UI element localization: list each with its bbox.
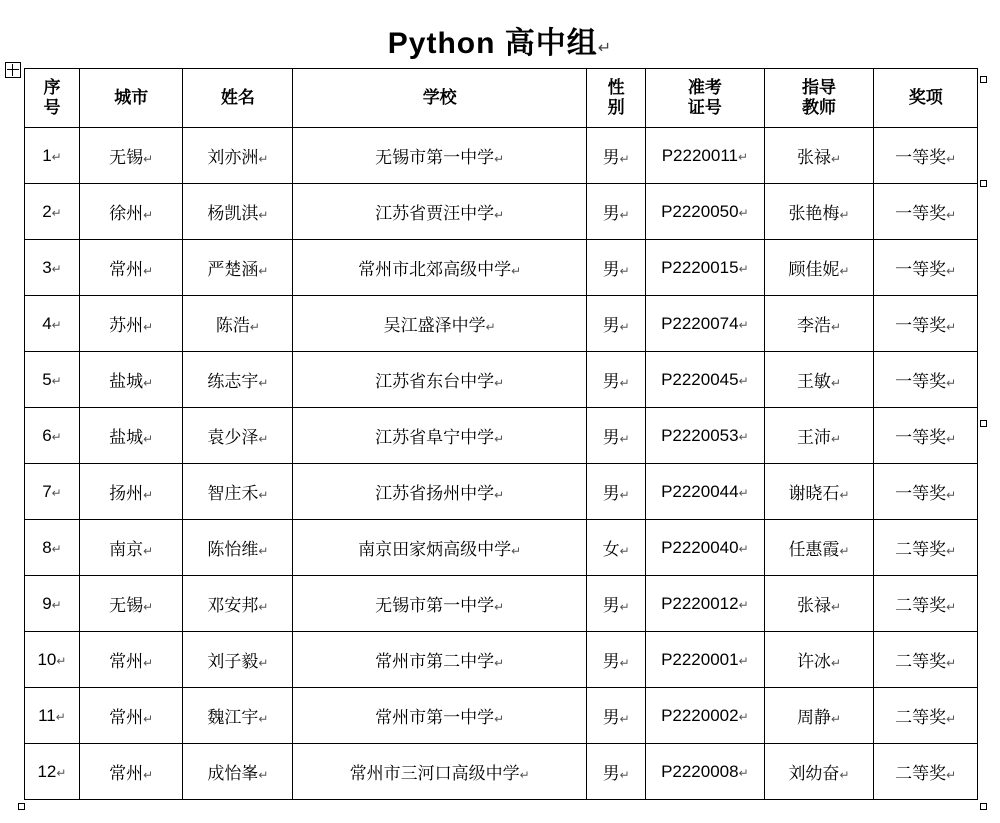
cell-teacher: 周静↵ bbox=[764, 688, 874, 744]
column-header-city: 城市 bbox=[79, 69, 183, 128]
cell-city: 常州↵ bbox=[79, 688, 183, 744]
cell-mark: ↵ bbox=[494, 152, 505, 166]
selection-handle-top-right[interactable] bbox=[980, 76, 987, 83]
column-header-teacher-line2: 教师 bbox=[801, 98, 836, 117]
column-header-gender-line1: 性 bbox=[607, 77, 625, 97]
table-row bbox=[25, 408, 978, 464]
cell-gender: 男↵ bbox=[587, 352, 646, 408]
cell-mark: ↵ bbox=[738, 261, 749, 276]
cell-mark: ↵ bbox=[619, 152, 630, 166]
cell-gender: 男↵ bbox=[587, 240, 646, 296]
cell-mark: ↵ bbox=[830, 656, 841, 670]
table-row bbox=[25, 184, 978, 240]
cell-mark: ↵ bbox=[258, 488, 269, 502]
cell-name: 邓安邦↵ bbox=[183, 576, 293, 632]
cell-index: 7↵ bbox=[25, 464, 80, 520]
cell-award: 一等奖↵ bbox=[874, 296, 978, 352]
cell-teacher: 王敏↵ bbox=[764, 352, 874, 408]
cell-school: 吴江盛泽中学↵ bbox=[293, 296, 587, 352]
cell-mark: ↵ bbox=[946, 488, 957, 502]
cell-mark: ↵ bbox=[946, 152, 957, 166]
column-header-school: 学校 bbox=[293, 69, 587, 128]
cell-index: 2↵ bbox=[25, 184, 80, 240]
selection-handle-bottom-right[interactable] bbox=[980, 803, 987, 810]
table-row bbox=[25, 464, 978, 520]
cell-index: 12↵ bbox=[25, 744, 80, 800]
cell-index: 3↵ bbox=[25, 240, 80, 296]
cell-teacher: 李浩↵ bbox=[764, 296, 874, 352]
cell-city: 扬州↵ bbox=[79, 464, 183, 520]
cell-city: 无锡↵ bbox=[79, 128, 183, 184]
column-header-index-line1: 序 bbox=[43, 77, 61, 97]
cell-teacher: 刘幼奋↵ bbox=[764, 744, 874, 800]
table-row bbox=[25, 128, 978, 184]
cell-gender: 男↵ bbox=[587, 576, 646, 632]
cell-mark: ↵ bbox=[619, 712, 630, 726]
cell-name: 魏江宇↵ bbox=[183, 688, 293, 744]
cell-mark: ↵ bbox=[51, 597, 62, 612]
cell-mark: ↵ bbox=[143, 768, 154, 782]
cell-gender: 男↵ bbox=[587, 128, 646, 184]
cell-teacher: 张艳梅↵ bbox=[764, 184, 874, 240]
cell-mark: ↵ bbox=[738, 429, 749, 444]
column-header-award: 奖项 bbox=[874, 69, 978, 128]
table-row bbox=[25, 744, 978, 800]
column-header-teacher bbox=[764, 69, 874, 128]
cell-name: 刘子毅↵ bbox=[183, 632, 293, 688]
cell-mark: ↵ bbox=[839, 544, 850, 558]
cell-mark: ↵ bbox=[143, 488, 154, 502]
cell-mark: ↵ bbox=[946, 768, 957, 782]
column-header-exam-no bbox=[646, 69, 764, 128]
cell-mark: ↵ bbox=[946, 264, 957, 278]
cell-name: 陈怡维↵ bbox=[183, 520, 293, 576]
cell-name: 刘亦洲↵ bbox=[183, 128, 293, 184]
cell-mark: ↵ bbox=[494, 600, 505, 614]
cell-mark: ↵ bbox=[946, 432, 957, 446]
cell-city: 常州↵ bbox=[79, 744, 183, 800]
cell-mark: ↵ bbox=[143, 208, 154, 222]
cell-mark: ↵ bbox=[619, 208, 630, 222]
cell-mark: ↵ bbox=[56, 653, 67, 668]
cell-mark: ↵ bbox=[258, 544, 269, 558]
cell-city: 苏州↵ bbox=[79, 296, 183, 352]
selection-handle-right-upper[interactable] bbox=[980, 180, 987, 187]
cell-mark: ↵ bbox=[55, 709, 66, 724]
column-header-gender-line2: 别 bbox=[607, 98, 625, 117]
cell-mark: ↵ bbox=[143, 656, 154, 670]
cell-mark: ↵ bbox=[51, 429, 62, 444]
cell-school: 江苏省贾汪中学↵ bbox=[293, 184, 587, 240]
table-row bbox=[25, 576, 978, 632]
cell-teacher: 任惠霞↵ bbox=[764, 520, 874, 576]
cell-school: 常州市北郊高级中学↵ bbox=[293, 240, 587, 296]
table-row bbox=[25, 688, 978, 744]
cell-exam-no: P2220002↵ bbox=[646, 688, 764, 744]
cell-gender: 男↵ bbox=[587, 296, 646, 352]
cell-mark: ↵ bbox=[839, 208, 850, 222]
table-row bbox=[25, 240, 978, 296]
cell-mark: ↵ bbox=[51, 205, 62, 220]
cell-school: 常州市第一中学↵ bbox=[293, 688, 587, 744]
cell-mark: ↵ bbox=[494, 712, 505, 726]
cell-award: 二等奖↵ bbox=[874, 688, 978, 744]
cell-exam-no: P2220045↵ bbox=[646, 352, 764, 408]
results-table-container bbox=[24, 68, 978, 800]
cell-teacher: 顾佳妮↵ bbox=[764, 240, 874, 296]
cell-mark: ↵ bbox=[619, 544, 630, 558]
cell-award: 二等奖↵ bbox=[874, 576, 978, 632]
table-row bbox=[25, 296, 978, 352]
cell-exam-no: P2220044↵ bbox=[646, 464, 764, 520]
cell-school: 常州市三河口高级中学↵ bbox=[293, 744, 587, 800]
cell-mark: ↵ bbox=[619, 656, 630, 670]
table-row bbox=[25, 352, 978, 408]
cell-mark: ↵ bbox=[738, 317, 749, 332]
selection-handle-bottom-left[interactable] bbox=[18, 803, 25, 810]
cell-mark: ↵ bbox=[839, 488, 850, 502]
cell-mark: ↵ bbox=[511, 544, 522, 558]
cell-mark: ↵ bbox=[258, 376, 269, 390]
cell-mark: ↵ bbox=[51, 317, 62, 332]
table-row bbox=[25, 520, 978, 576]
cell-mark: ↵ bbox=[738, 541, 749, 556]
cell-exam-no: P2220015↵ bbox=[646, 240, 764, 296]
cell-mark: ↵ bbox=[839, 768, 850, 782]
column-header-teacher-line1: 指导 bbox=[801, 77, 836, 97]
cell-teacher: 王沛↵ bbox=[764, 408, 874, 464]
cell-exam-no: P2220074↵ bbox=[646, 296, 764, 352]
cell-mark: ↵ bbox=[249, 320, 260, 334]
cell-name: 智庄禾↵ bbox=[183, 464, 293, 520]
cell-index: 5↵ bbox=[25, 352, 80, 408]
table-header-row bbox=[25, 69, 978, 128]
cell-mark: ↵ bbox=[619, 488, 630, 502]
column-header-index-line2: 号 bbox=[43, 98, 61, 117]
cell-index: 4↵ bbox=[25, 296, 80, 352]
cell-mark: ↵ bbox=[143, 600, 154, 614]
cell-index: 8↵ bbox=[25, 520, 80, 576]
cell-mark: ↵ bbox=[839, 264, 850, 278]
page-title bbox=[0, 0, 1000, 68]
cell-city: 徐州↵ bbox=[79, 184, 183, 240]
cell-mark: ↵ bbox=[485, 320, 496, 334]
paragraph-mark: ↵ bbox=[597, 40, 613, 57]
cell-mark: ↵ bbox=[51, 485, 62, 500]
cell-mark: ↵ bbox=[143, 152, 154, 166]
table-body bbox=[25, 128, 978, 800]
cell-mark: ↵ bbox=[619, 600, 630, 614]
cell-mark: ↵ bbox=[738, 597, 749, 612]
cell-award: 一等奖↵ bbox=[874, 408, 978, 464]
cell-mark: ↵ bbox=[519, 768, 530, 782]
cell-gender: 男↵ bbox=[587, 744, 646, 800]
cell-teacher: 张禄↵ bbox=[764, 576, 874, 632]
table-row bbox=[25, 632, 978, 688]
cell-mark: ↵ bbox=[738, 765, 749, 780]
cell-mark: ↵ bbox=[738, 373, 749, 388]
cell-mark: ↵ bbox=[946, 600, 957, 614]
cell-name: 严楚涵↵ bbox=[183, 240, 293, 296]
cell-index: 6↵ bbox=[25, 408, 80, 464]
cell-mark: ↵ bbox=[946, 376, 957, 390]
cell-mark: ↵ bbox=[737, 149, 749, 164]
cell-award: 一等奖↵ bbox=[874, 240, 978, 296]
column-header-exam-no-line2: 证号 bbox=[687, 98, 722, 117]
cell-school: 江苏省东台中学↵ bbox=[293, 352, 587, 408]
cell-mark: ↵ bbox=[258, 432, 269, 446]
cell-mark: ↵ bbox=[143, 432, 154, 446]
results-table bbox=[24, 68, 978, 800]
cell-mark: ↵ bbox=[494, 432, 505, 446]
cell-mark: ↵ bbox=[143, 544, 154, 558]
cell-mark: ↵ bbox=[258, 600, 269, 614]
column-header-name: 姓名 bbox=[183, 69, 293, 128]
cell-mark: ↵ bbox=[258, 264, 269, 278]
selection-handle-right-mid[interactable] bbox=[980, 420, 987, 427]
cell-mark: ↵ bbox=[494, 656, 505, 670]
cell-mark: ↵ bbox=[511, 264, 522, 278]
cell-name: 练志宇↵ bbox=[183, 352, 293, 408]
cell-mark: ↵ bbox=[494, 208, 505, 222]
column-header-exam-no-line1: 准考 bbox=[687, 77, 722, 97]
cell-mark: ↵ bbox=[619, 432, 630, 446]
cell-mark: ↵ bbox=[51, 541, 62, 556]
cell-mark: ↵ bbox=[619, 376, 630, 390]
cell-mark: ↵ bbox=[830, 432, 841, 446]
cell-mark: ↵ bbox=[619, 320, 630, 334]
cell-city: 常州↵ bbox=[79, 240, 183, 296]
cell-mark: ↵ bbox=[830, 152, 841, 166]
cell-gender: 男↵ bbox=[587, 408, 646, 464]
cell-mark: ↵ bbox=[56, 765, 67, 780]
cell-mark: ↵ bbox=[830, 712, 841, 726]
cell-mark: ↵ bbox=[258, 656, 269, 670]
cell-teacher: 谢晓石↵ bbox=[764, 464, 874, 520]
cell-gender: 男↵ bbox=[587, 688, 646, 744]
cell-name: 成怡峯↵ bbox=[183, 744, 293, 800]
cell-mark: ↵ bbox=[946, 320, 957, 334]
cell-exam-no: P2220011↵ bbox=[646, 128, 764, 184]
cell-mark: ↵ bbox=[738, 709, 749, 724]
cell-school: 南京田家炳高级中学↵ bbox=[293, 520, 587, 576]
cell-teacher: 张禄↵ bbox=[764, 128, 874, 184]
cell-mark: ↵ bbox=[946, 208, 957, 222]
column-header-gender bbox=[587, 69, 646, 128]
cell-mark: ↵ bbox=[258, 152, 269, 166]
cell-mark: ↵ bbox=[738, 653, 749, 668]
cell-index: 10↵ bbox=[25, 632, 80, 688]
cell-mark: ↵ bbox=[258, 768, 269, 782]
cell-exam-no: P2220053↵ bbox=[646, 408, 764, 464]
cell-mark: ↵ bbox=[830, 600, 841, 614]
cell-gender: 男↵ bbox=[587, 632, 646, 688]
cell-index: 1↵ bbox=[25, 128, 80, 184]
cell-award: 二等奖↵ bbox=[874, 632, 978, 688]
cell-city: 盐城↵ bbox=[79, 352, 183, 408]
column-header-index bbox=[25, 69, 80, 128]
cell-mark: ↵ bbox=[946, 656, 957, 670]
cell-award: 一等奖↵ bbox=[874, 352, 978, 408]
cell-mark: ↵ bbox=[143, 712, 154, 726]
cell-mark: ↵ bbox=[51, 149, 62, 164]
cell-mark: ↵ bbox=[494, 376, 505, 390]
cell-school: 江苏省阜宁中学↵ bbox=[293, 408, 587, 464]
cell-award: 二等奖↵ bbox=[874, 744, 978, 800]
cell-exam-no: P2220040↵ bbox=[646, 520, 764, 576]
cell-exam-no: P2220001↵ bbox=[646, 632, 764, 688]
cell-city: 盐城↵ bbox=[79, 408, 183, 464]
cell-city: 无锡↵ bbox=[79, 576, 183, 632]
cell-exam-no: P2220012↵ bbox=[646, 576, 764, 632]
cell-gender: 男↵ bbox=[587, 184, 646, 240]
cell-mark: ↵ bbox=[738, 205, 749, 220]
cell-award: 一等奖↵ bbox=[874, 184, 978, 240]
cell-mark: ↵ bbox=[143, 264, 154, 278]
cell-school: 江苏省扬州中学↵ bbox=[293, 464, 587, 520]
cell-mark: ↵ bbox=[51, 261, 62, 276]
cell-name: 杨凯淇↵ bbox=[183, 184, 293, 240]
cell-exam-no: P2220008↵ bbox=[646, 744, 764, 800]
cell-teacher: 许冰↵ bbox=[764, 632, 874, 688]
cell-index: 11↵ bbox=[25, 688, 80, 744]
cell-index: 9↵ bbox=[25, 576, 80, 632]
cell-mark: ↵ bbox=[619, 768, 630, 782]
cell-mark: ↵ bbox=[143, 376, 154, 390]
cell-mark: ↵ bbox=[494, 488, 505, 502]
cell-city: 常州↵ bbox=[79, 632, 183, 688]
cell-exam-no: P2220050↵ bbox=[646, 184, 764, 240]
cell-mark: ↵ bbox=[830, 376, 841, 390]
cell-award: 一等奖↵ bbox=[874, 128, 978, 184]
cell-mark: ↵ bbox=[946, 712, 957, 726]
cell-gender: 男↵ bbox=[587, 464, 646, 520]
cell-mark: ↵ bbox=[258, 208, 269, 222]
cell-mark: ↵ bbox=[738, 485, 749, 500]
cell-school: 常州市第二中学↵ bbox=[293, 632, 587, 688]
cell-mark: ↵ bbox=[143, 320, 154, 334]
cell-mark: ↵ bbox=[830, 320, 841, 334]
table-move-handle-icon[interactable] bbox=[5, 62, 21, 78]
cell-school: 无锡市第一中学↵ bbox=[293, 576, 587, 632]
cell-gender: 女↵ bbox=[587, 520, 646, 576]
cell-award: 二等奖↵ bbox=[874, 520, 978, 576]
cell-name: 陈浩↵ bbox=[183, 296, 293, 352]
cell-mark: ↵ bbox=[619, 264, 630, 278]
cell-mark: ↵ bbox=[946, 544, 957, 558]
cell-award: 一等奖↵ bbox=[874, 464, 978, 520]
cell-name: 袁少泽↵ bbox=[183, 408, 293, 464]
cell-city: 南京↵ bbox=[79, 520, 183, 576]
page-title-text: Python 高中组 bbox=[387, 27, 598, 60]
cell-mark: ↵ bbox=[258, 712, 269, 726]
cell-mark: ↵ bbox=[51, 373, 62, 388]
cell-school: 无锡市第一中学↵ bbox=[293, 128, 587, 184]
